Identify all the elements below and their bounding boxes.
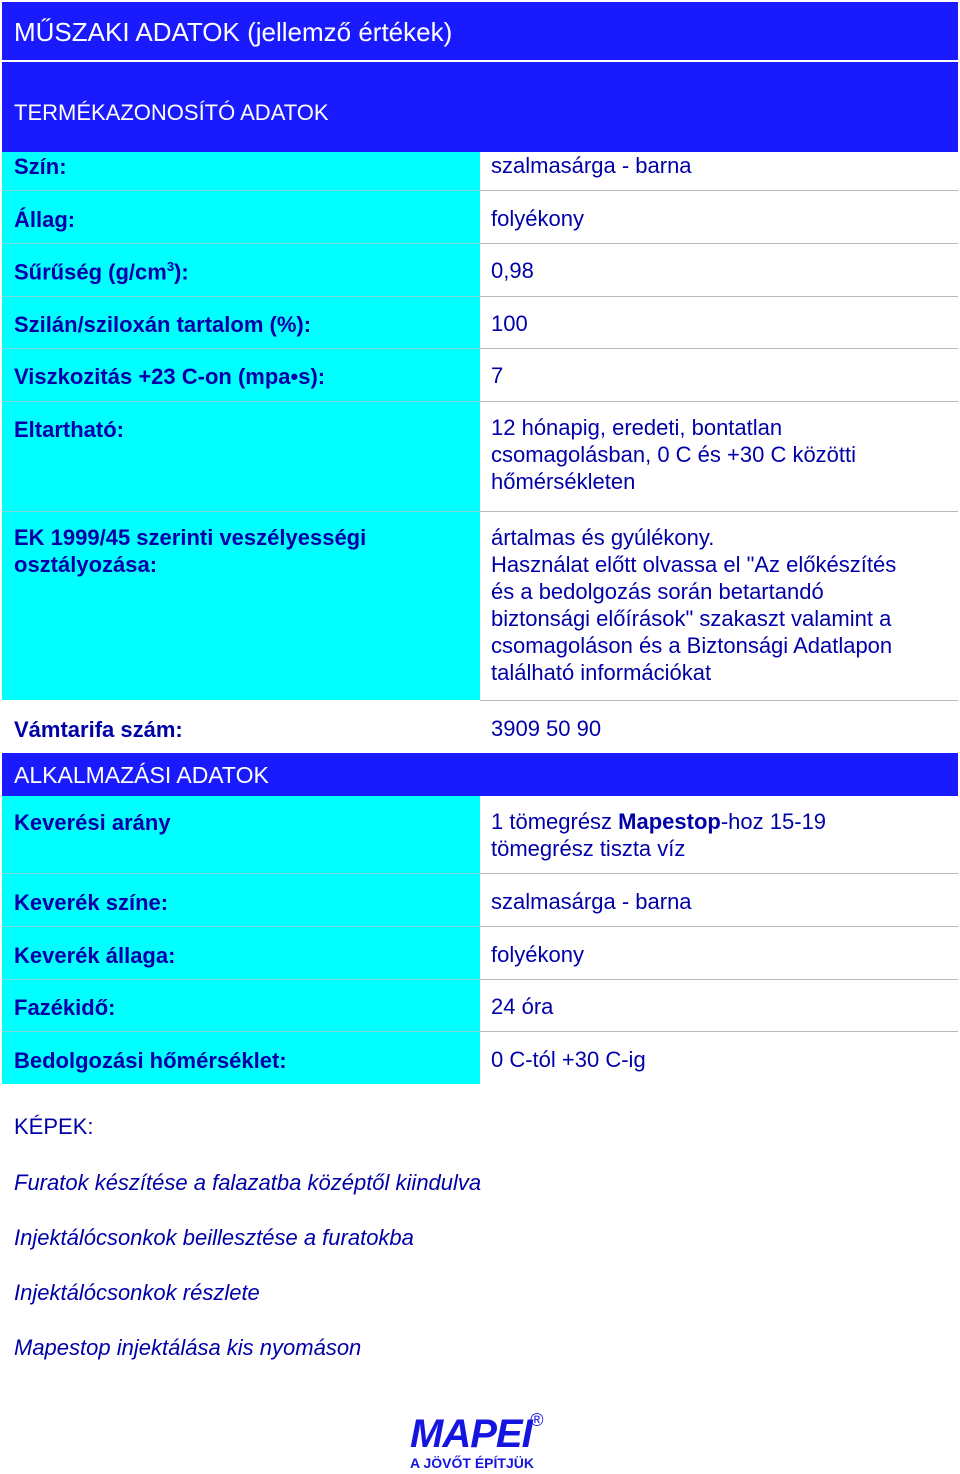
field-value-fazekido: 24 óra: [491, 994, 554, 1019]
field-label-fazekido: Fazékidő:: [14, 995, 116, 1020]
field-label-eltarthato: Eltartható:: [14, 417, 124, 442]
logo-wordmark: MAPEI: [410, 1412, 532, 1456]
label-column-panel-2: [2, 796, 480, 1084]
image-caption: Furatok készítése a falazatba középtől kiindulva: [14, 1170, 482, 1195]
field-value-viszkozitas: 7: [491, 363, 504, 388]
field-label-keverek-allaga: Keverék állaga:: [14, 943, 176, 968]
field-value-szin: szalmasárga - barna: [491, 153, 692, 178]
images-heading: KÉPEK:: [14, 1114, 94, 1139]
field-value-szilan: 100: [491, 311, 528, 336]
field-label-ek: EK 1999/45 szerinti veszélyességi osztályozása:: [14, 525, 367, 577]
field-value-allag: folyékony: [491, 206, 584, 231]
field-value-ek: ártalmas és gyúlékony. Használat előtt olvassa el "Az előkészítés és a bedolgozás során betartandó biztonsági előírások" szakaszt valamint a csomagoláson és a Biztonsági Adatlapon található információkat: [491, 525, 897, 685]
field-label-viszkozitas: Viszkozitás +23 C-on (mpa•s):: [14, 364, 326, 389]
image-caption: Mapestop injektálása kis nyomáson: [14, 1335, 362, 1360]
field-label-allag: Állag:: [14, 207, 76, 232]
field-value-keverek-szine: szalmasárga - barna: [491, 889, 692, 914]
field-value-vamtarifa: 3909 50 90: [491, 716, 602, 741]
field-value-bedolgozasi-homerseklet: 0 C-tól +30 C-ig: [491, 1047, 646, 1072]
field-label-szilan: Szilán/sziloxán tartalom (%):: [14, 312, 312, 337]
field-value-eltarthato: 12 hónapig, eredeti, bontatlan csomagolásban, 0 C és +30 C közötti hőmérsékleten: [491, 415, 857, 494]
registered-mark: ®: [530, 1410, 544, 1430]
image-caption: Injektálócsonkok beillesztése a furatokba: [14, 1225, 414, 1250]
field-value-suruseg: 0,98: [491, 258, 534, 283]
page-title: MŰSZAKI ADATOK (jellemző értékek): [2, 2, 958, 60]
field-label-vamtarifa: Vámtarifa szám:: [14, 717, 183, 742]
field-label-keverek-szine: Keverék színe:: [14, 890, 169, 915]
section-title-alkalmazasi: ALKALMAZÁSI ADATOK: [2, 753, 958, 796]
field-label-suruseg: Sűrűség $(g/cm^3)$:: [14, 259, 189, 285]
field-value-keveresi-arany: 1 tömegrész Mapestop-hoz 15-19 tömegrész tiszta víz: [491, 809, 827, 861]
field-label-bedolgozasi-homerseklet: Bedolgozási hőmérséklet:: [14, 1048, 287, 1073]
field-label-szin: Szín:: [14, 154, 67, 179]
section-title-termek: TERMÉKAZONOSÍTÓ ADATOK: [14, 100, 329, 125]
field-label-keveresi-arany: Keverési arány: [14, 810, 171, 835]
logo-tagline: A JÖVŐT ÉPÍTJÜK: [410, 1455, 534, 1471]
image-caption: Injektálócsonkok részlete: [14, 1280, 260, 1305]
field-value-keverek-allaga: folyékony: [491, 942, 584, 967]
mapei-logo: [410, 1412, 560, 1471]
